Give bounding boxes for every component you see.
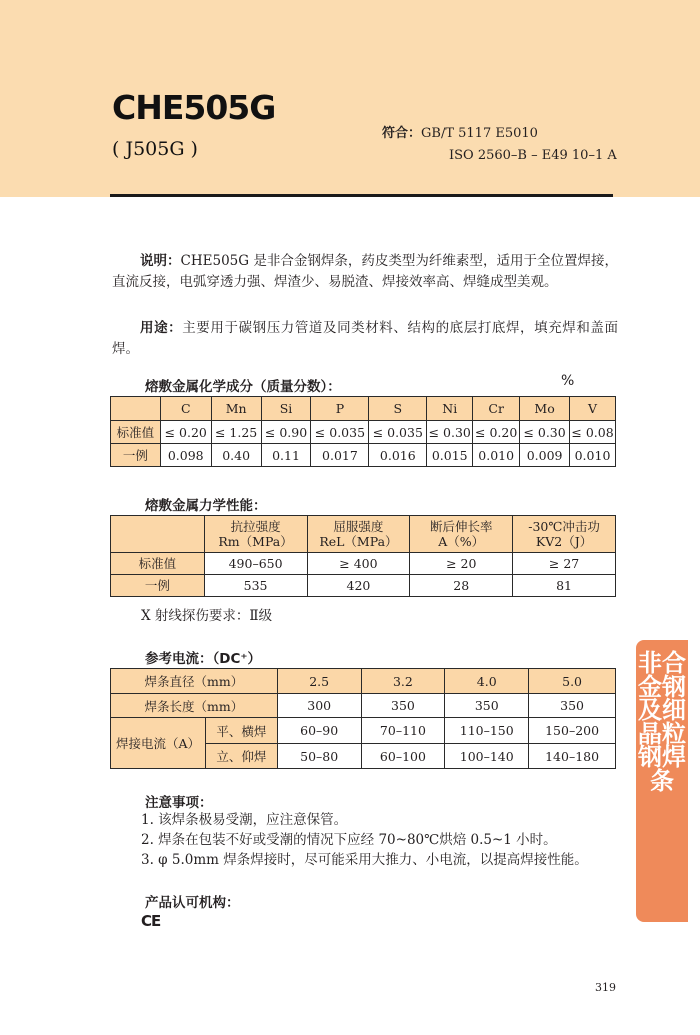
description-paragraph (112, 251, 618, 292)
conformity-standards (382, 123, 617, 167)
note-item: 3. φ 5.0mm 焊条焊接时，尽可能采用大推力、小电流，以提高焊接性能。 (141, 852, 588, 868)
chemical-table (110, 396, 616, 467)
table-cell: 0.010 (473, 444, 520, 467)
product-alias: ( J505G ) (112, 138, 198, 160)
table-cell: 350 (445, 694, 529, 718)
table-cell: 535 (204, 575, 307, 597)
yield-header: 屈服强度 ReL（MPa） (307, 516, 410, 553)
table-cell: ≤ 0.035 (369, 421, 427, 444)
xray-requirement: X 射线探伤要求：Ⅱ级 (141, 608, 273, 624)
table-cell: 0.015 (427, 444, 473, 467)
table-cell: 300 (277, 694, 361, 718)
table-cell: 2.5 (277, 669, 361, 694)
table-cell: ≤ 0.90 (261, 421, 311, 444)
table-cell: ≥ 400 (307, 553, 410, 575)
diameter-row (111, 669, 616, 694)
table-cell: ≤ 0.20 (473, 421, 520, 444)
table-cell: 0.016 (369, 444, 427, 467)
table-cell: ≤ 0.035 (311, 421, 369, 444)
mechanical-title: 熔敷金属力学性能： (145, 498, 267, 514)
chemical-header-cell: V (570, 397, 616, 421)
chemical-header-cell: C (160, 397, 211, 421)
current-label: 焊接电流（A） (111, 718, 206, 769)
chemical-standard-row (111, 421, 616, 444)
chemical-header-cell: Cr (473, 397, 520, 421)
current-table (110, 668, 616, 769)
chemical-header-row (111, 397, 616, 421)
table-cell: 0.40 (211, 444, 261, 467)
table-cell: 350 (361, 694, 445, 718)
table-cell: 3.2 (361, 669, 445, 694)
chemical-header-cell: S (369, 397, 427, 421)
table-cell: 81 (513, 575, 616, 597)
table-cell: 140–180 (529, 744, 616, 769)
chemical-header-cell: Mo (520, 397, 570, 421)
table-cell: 110–150 (445, 718, 529, 744)
table-cell: 0.009 (520, 444, 570, 467)
chemical-example-row (111, 444, 616, 467)
table-cell: 0.010 (570, 444, 616, 467)
table-cell: 一例 (111, 444, 161, 467)
ce-mark: CE (141, 912, 161, 930)
table-cell: 0.11 (261, 444, 311, 467)
table-cell: 一例 (111, 575, 205, 597)
chemical-header-cell: Ni (427, 397, 473, 421)
vertical-label: 立、仰焊 (205, 744, 277, 769)
length-row (111, 694, 616, 718)
mechanical-header-cell (111, 516, 205, 553)
table-cell: 标准值 (111, 553, 205, 575)
current-title: 参考电流：（DC⁺） (145, 651, 261, 667)
table-cell: 420 (307, 575, 410, 597)
mechanical-header-row (111, 516, 616, 553)
table-cell: ≤ 1.25 (211, 421, 261, 444)
table-cell: ≤ 0.20 (160, 421, 211, 444)
mechanical-table (110, 515, 616, 597)
notes-list (141, 810, 588, 870)
table-cell: ≥ 27 (513, 553, 616, 575)
chemical-unit: % (561, 373, 575, 389)
chemical-header-cell (111, 397, 161, 421)
chemical-header-cell: Mn (211, 397, 261, 421)
diameter-label: 焊条直径（mm） (111, 669, 278, 694)
table-cell: 标准值 (111, 421, 161, 444)
description-text: CHE505G 是非合金钢焊条，药皮类型为纤维素型，适用于全位置焊接，直流反接，电弧穿透力强、焊渣少、易脱渣、焊接效率高、焊缝成型美观。 (112, 253, 618, 290)
table-cell: ≥ 20 (410, 553, 513, 575)
table-cell: ≤ 0.30 (520, 421, 570, 444)
table-cell: 100–140 (445, 744, 529, 769)
table-cell: ≤ 0.08 (570, 421, 616, 444)
note-item: 2. 焊条在包装不好或受潮的情况下应经 70~80℃烘焙 0.5~1 小时。 (141, 832, 557, 848)
impact-header: -30℃冲击功 KV2（J） (513, 516, 616, 553)
usage-label: 用途： (140, 320, 183, 336)
elongation-header: 断后伸长率 A（%） (410, 516, 513, 553)
page-number: 319 (595, 981, 616, 994)
standard-iso: ISO 2560–B – E49 10–1 A (449, 148, 617, 163)
header-band (0, 0, 700, 197)
chemical-title: 熔敷金属化学成分（质量分数）： (145, 379, 341, 395)
table-cell: ≤ 0.30 (427, 421, 473, 444)
table-cell: 28 (410, 575, 513, 597)
flat-label: 平、横焊 (205, 718, 277, 744)
flat-row (111, 718, 616, 744)
category-label: 非合金钢及细晶粒钢焊条 (638, 649, 686, 795)
note-item: 1. 该焊条极易受潮，应注意保管。 (141, 812, 348, 828)
table-cell: 0.017 (311, 444, 369, 467)
header-rule (110, 194, 613, 197)
table-cell: 5.0 (529, 669, 616, 694)
table-cell: 490–650 (204, 553, 307, 575)
tensile-header: 抗拉强度 Rm（MPa） (204, 516, 307, 553)
conformity-label: 符合： (382, 126, 422, 141)
table-cell: 60–100 (361, 744, 445, 769)
mechanical-example-row (111, 575, 616, 597)
usage-paragraph (112, 318, 618, 359)
table-cell: 4.0 (445, 669, 529, 694)
product-model: CHE505G (112, 88, 276, 127)
table-cell: 150–200 (529, 718, 616, 744)
table-cell: 350 (529, 694, 616, 718)
notes-title: 注意事项： (145, 795, 213, 811)
certification-title: 产品认可机构： (145, 895, 240, 911)
length-label: 焊条长度（mm） (111, 694, 278, 718)
mechanical-standard-row (111, 553, 616, 575)
chemical-header-cell: Si (261, 397, 311, 421)
standard-gb: GB/T 5117 E5010 (421, 126, 538, 141)
table-cell: 60–90 (277, 718, 361, 744)
usage-text: 主要用于碳钢压力管道及同类材料、结构的底层打底焊，填充焊和盖面焊。 (112, 320, 619, 357)
category-side-tab (636, 640, 688, 922)
table-cell: 70–110 (361, 718, 445, 744)
table-cell: 50–80 (277, 744, 361, 769)
description-label: 说明： (140, 253, 181, 269)
table-cell: 0.098 (160, 444, 211, 467)
chemical-header-cell: P (311, 397, 369, 421)
